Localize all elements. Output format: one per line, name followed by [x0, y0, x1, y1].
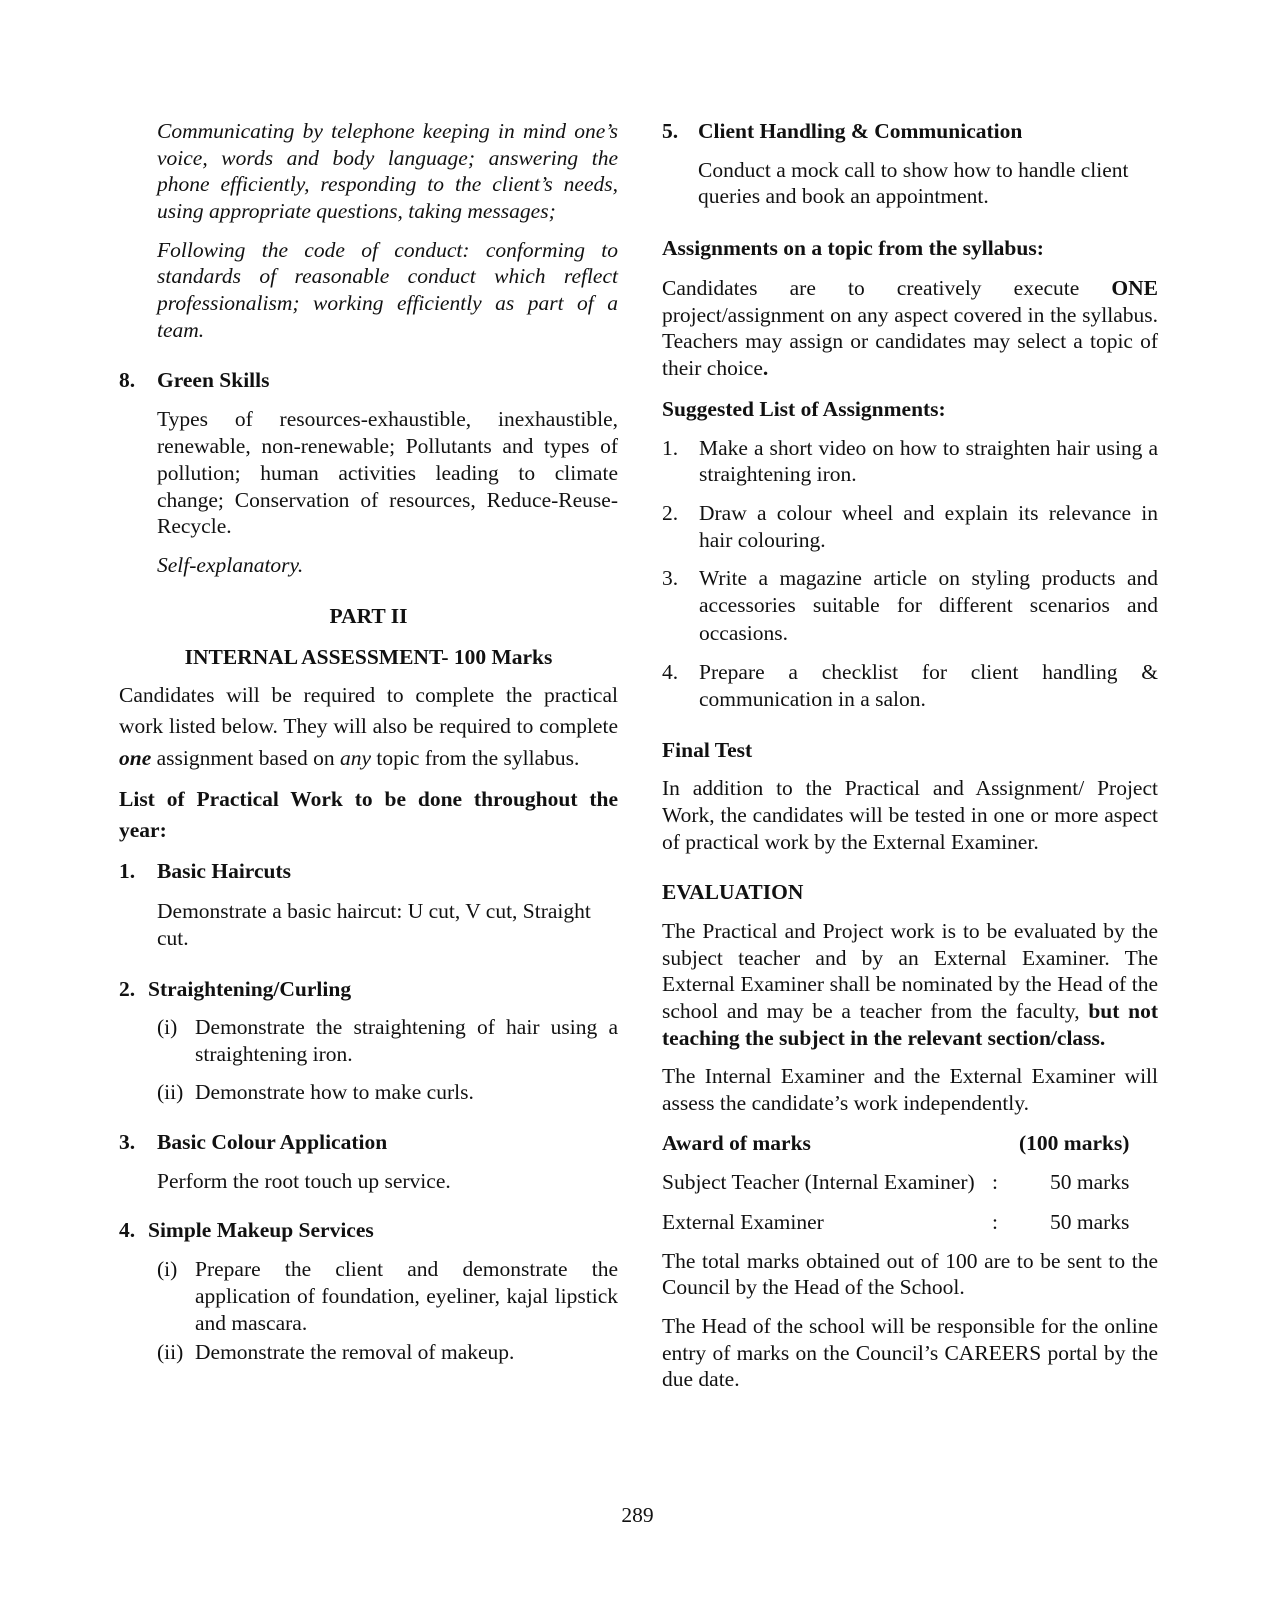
- online-entry-text: The Head of the school will be responsible for the online entry of marks on the Council’s CAREERS portal by the due date.: [662, 1313, 1158, 1392]
- final-test-text: In addition to the Practical and Assignment/ Project Work, the candidates will be tested in one or more aspect of practical work by the External Examiner.: [662, 776, 1158, 854]
- item-number: 1.: [119, 859, 136, 884]
- sub-item: (i) Prepare the client and demonstrate the application of foundation, eyeliner, kajal lipstick and mascara.: [157, 1257, 618, 1335]
- item-number: 8.: [119, 368, 136, 393]
- examiners-text: The Internal Examiner and the External Examiner will assess the candidate’s work independently.: [662, 1064, 1158, 1116]
- item-title: Straightening/Curling: [148, 976, 352, 1001]
- item-number: 5.: [662, 119, 679, 143]
- assignments-heading: Assignments on a topic from the syllabus:: [662, 235, 1044, 260]
- list-item: 4. Prepare a checklist for client handling & communication in a salon.: [662, 659, 1158, 711]
- item-number: 4.: [119, 1218, 136, 1243]
- award-of-marks-row: Award of marks (100 marks): [662, 1130, 1130, 1155]
- practical-item-heading: [119, 976, 618, 1003]
- list-item: 1. Make a short video on how to straighten hair using a straightening iron.: [662, 435, 1158, 487]
- evaluation-heading: EVALUATION: [662, 880, 804, 905]
- green-skills-text: Types of resources-exhaustible, inexhaustible, renewable, non-renewable; Pollutants and types of pollution; human activities leading to climate change; Conservation of resources, Reduce-Reuse-Recycle.: [157, 406, 618, 539]
- self-explanatory-note: Self-explanatory.: [157, 553, 304, 578]
- sub-item: (i) Demonstrate the straightening of hair using a straightening iron.: [157, 1015, 618, 1066]
- right-column: [662, 118, 1158, 1393]
- client-handling-text: Conduct a mock call to show how to handle client queries and book an appointment.: [698, 157, 1129, 209]
- final-test-heading: Final Test: [662, 737, 753, 762]
- suggested-assignments-heading: Suggested List of Assignments:: [662, 397, 946, 422]
- item-title: Basic Haircuts: [157, 859, 291, 884]
- list-item: 3. Write a magazine article on styling products and accessories suitable for different scenarios and occasions.: [662, 566, 1158, 645]
- emphasis-one: one: [119, 745, 152, 770]
- emphasis-any: any: [339, 745, 371, 770]
- item-title: Basic Colour Application: [157, 1130, 388, 1155]
- practical-item-heading: [119, 1129, 618, 1156]
- evaluation-text: The Practical and Project work is to be evaluated by the subject teacher and by an External Examiner. The External Examiner shall be nominated by the Head of the school and may be a teacher from the faculty, but not teaching the subject in the relevant section/class.: [662, 919, 1158, 1050]
- assignments-text: Candidates are to creatively execute ONE project/assignment on any aspect covered in the syllabus. Teachers may assign or candidates may select a topic of their choice.: [662, 275, 1158, 381]
- item-title: Client Handling & Communication: [698, 119, 1023, 143]
- green-skills-heading: [119, 367, 618, 394]
- sub-item: (ii) Demonstrate the removal of makeup.: [157, 1339, 515, 1364]
- client-handling-heading: [662, 118, 1158, 145]
- practical-work-heading: List of Practical Work to be done throughout the year:: [119, 786, 618, 842]
- marks-row: Subject Teacher (Internal Examiner) : 50 marks: [662, 1170, 1130, 1195]
- list-item: 2. Draw a colour wheel and explain its relevance in hair colouring.: [662, 501, 1158, 552]
- practical-item-heading: [119, 858, 618, 885]
- telephone-communication-text: Communicating by telephone keeping in mind one’s voice, words and body language; answering the phone efficiently, responding to the client’s needs, using appropriate questions, taking messages;: [157, 119, 618, 223]
- left-column: [119, 118, 618, 1365]
- item-title: Green Skills: [157, 368, 270, 393]
- practical-item-text: Perform the root touch up service.: [157, 1168, 451, 1193]
- code-of-conduct-text: Following the code of conduct: conforming to standards of reasonable conduct which reflect professionalism; working efficiently as part of a team.: [157, 237, 618, 342]
- part-title: PART II: [329, 603, 408, 628]
- item-number: 3.: [119, 1130, 136, 1155]
- item-number: 2.: [119, 976, 136, 1001]
- page-number: 289: [621, 1503, 654, 1527]
- sub-item: (ii) Demonstrate how to make curls.: [157, 1080, 474, 1105]
- internal-assessment-title: INTERNAL ASSESSMENT- 100 Marks: [184, 644, 553, 669]
- marks-row: External Examiner : 50 marks: [662, 1209, 1130, 1234]
- intro-paragraph: Candidates will be required to complete the practical work listed below. They will also be required to complete one assignment based on any topic from the syllabus.: [119, 683, 618, 770]
- practical-item-heading: [119, 1217, 618, 1244]
- practical-item-text: Demonstrate a basic haircut: U cut, V cut, Straight cut.: [157, 898, 591, 950]
- total-marks-text: The total marks obtained out of 100 are to be sent to the Council by the Head of the School.: [662, 1248, 1158, 1300]
- item-title: Simple Makeup Services: [148, 1218, 374, 1243]
